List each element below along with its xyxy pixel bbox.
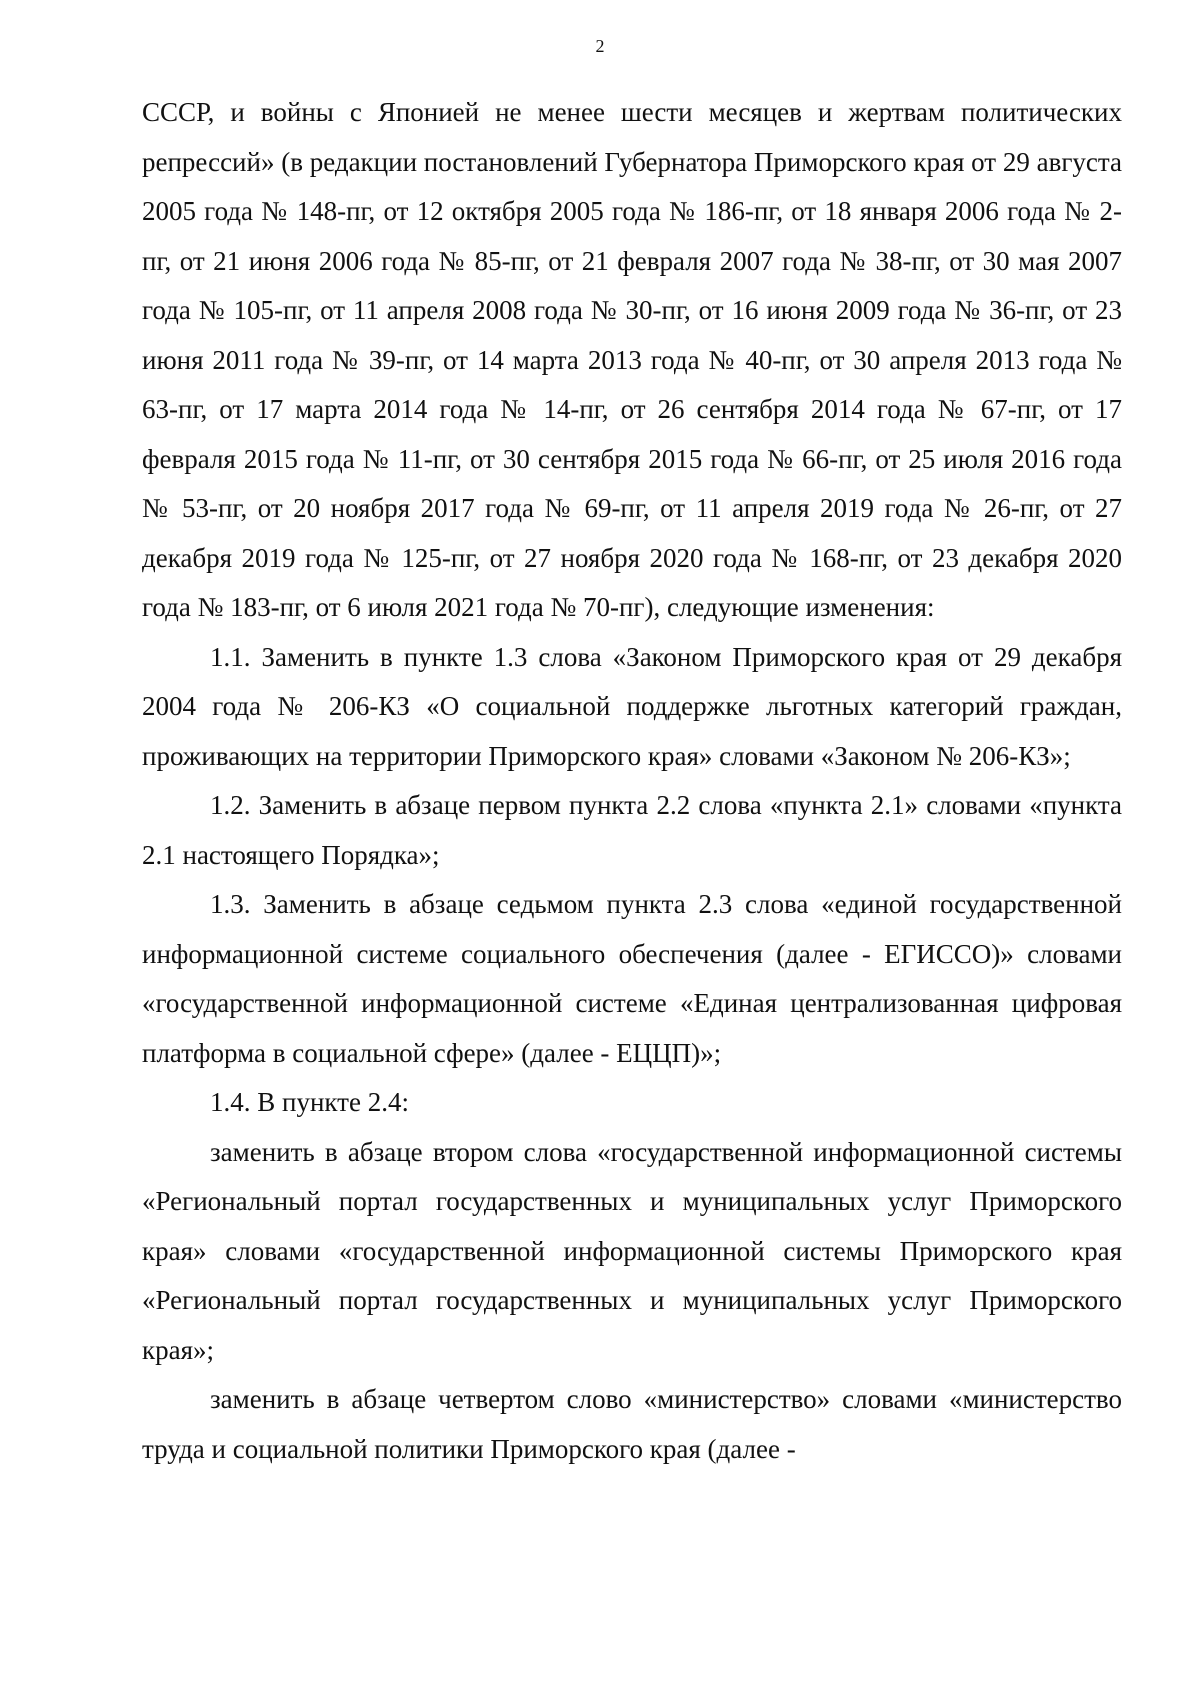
paragraph-item-1-2: 1.2. Заменить в абзаце первом пункта 2.2 слова «пункта 2.1» словами «пункта 2.1 настоящего Порядка»;	[142, 790, 1122, 870]
paragraph-item-1-3: 1.3. Заменить в абзаце седьмом пункта 2.3 слова «единой государственной информационной системе социального обеспечения (далее - ЕГИССО)» словами «государственной информационной системе «Единая централизованная цифровая платформа в социальной сфере» (далее - ЕЦЦП)»;	[142, 889, 1122, 1068]
paragraph-item-1-4: 1.4. В пункте 2.4:	[210, 1087, 409, 1117]
paragraph-item-1-4-second: заменить в абзаце втором слова «государственной информационной системы «Региональный портал государственных и муниципальных услуг Приморского края» словами «государственной информационной системы Приморского края «Региональный портал государственных и муниципальных услуг Приморского края»;	[142, 1136, 1122, 1365]
document-body	[142, 88, 1122, 1474]
page-number: 2	[595, 36, 605, 56]
paragraph-item-1-1: 1.1. Заменить в пункте 1.3 слова «Законом Приморского края от 29 декабря 2004 года № 206-КЗ «О социальной поддержке льготных категорий граждан, проживающих на территории Приморского края» словами «Законом № 206-КЗ»;	[142, 641, 1122, 771]
paragraph-item-1-4-fourth: заменить в абзаце четвертом слово «министерство» словами «министерство труда и социальной политики Приморского края (далее -	[142, 1384, 1122, 1464]
paragraph-amendment-history: СССР, и войны с Японией не менее шести месяцев и жертвам политических репрессий» (в редакции постановлений Губернатора Приморского края от 29 августа 2005 года № 148-пг, от 12 октября 2005 года № 186-пг, от 18 января 2006 года № 2-пг, от 21 июня 2006 года № 85-пг, от 21 февраля 2007 года № 38-пг, от 30 мая 2007 года № 105-пг, от 11 апреля 2008 года № 30-пг, от 16 июня 2009 года № 36-пг, от 23 июня 2011 года № 39-пг, от 14 марта 2013 года № 40-пг, от 30 апреля 2013 года № 63-пг, от 17 марта 2014 года № 14-пг, от 26 сентября 2014 года № 67-пг, от 17 февраля 2015 года № 11-пг, от 30 сентября 2015 года № 66-пг, от 25 июля 2016 года № 53-пг, от 20 ноября 2017 года № 69-пг, от 11 апреля 2019 года № 26-пг, от 27 декабря 2019 года № 125-пг, от 27 ноября 2020 года № 168-пг, от 23 декабря 2020 года № 183-пг, от 6 июля 2021 года № 70-пг), следующие изменения:	[142, 97, 1122, 622]
